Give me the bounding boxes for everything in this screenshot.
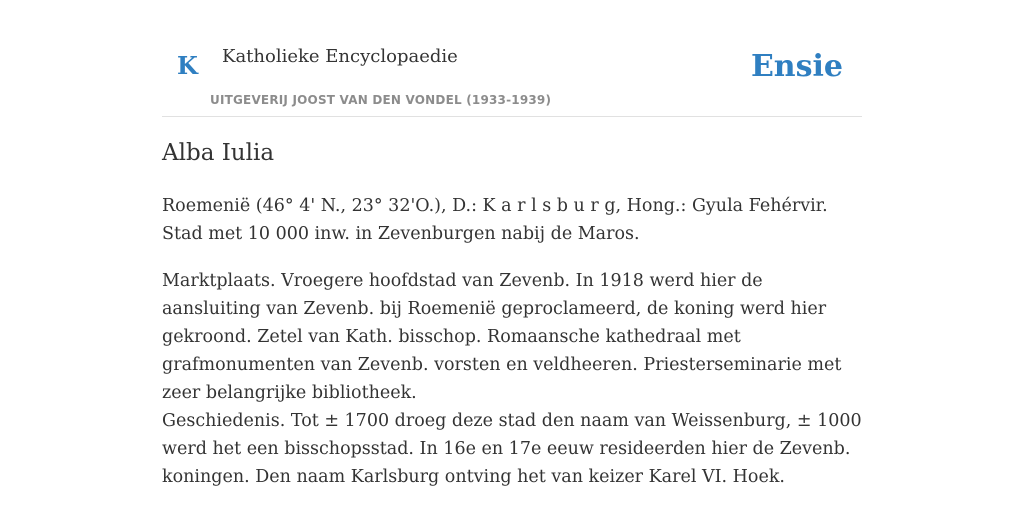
article-paragraph: Geschiedenis. Tot ± 1700 droeg deze stad den naam van Weissenburg, ± 1000 werd het een bisschopsstad. In 16e en 17e eeuw resideerden hier de Zevenb. koningen. Den naam Karlsburg ontving het van keizer Karel VI. Hoek. <box>162 411 862 487</box>
publisher-subtitle: UITGEVERIJ JOOST VAN DEN VONDEL (1933-1939) <box>210 93 552 107</box>
header <box>162 0 862 117</box>
publication-logo[interactable]: K <box>177 51 198 80</box>
page-container <box>162 0 862 487</box>
publication-title[interactable]: Katholieke Encyclopaedie <box>222 46 458 67</box>
ensie-logo[interactable]: Ensie <box>750 49 843 84</box>
article-paragraph: Roemenië (46° 4' N., 23° 32'O.), D.: K a r l s b u r g, Hong.: Gyula Fehérvir. Stad met 10 000 inw. in Zevenburgen nabij de Maros. <box>162 196 828 244</box>
article-paragraph: Marktplaats. Vroegere hoofdstad van Zevenb. In 1918 werd hier de aansluiting van Zevenb. bij Roemenië geproclameerd, de koning werd hier gekroond. Zetel van Kath. bisschop. Romaansche kathedraal met grafmonumenten van Zevenb. vorsten en veldheeren. Priesterseminarie met zeer belangrijke bibliotheek. <box>162 271 842 403</box>
article-title: Alba Iulia <box>162 140 275 166</box>
